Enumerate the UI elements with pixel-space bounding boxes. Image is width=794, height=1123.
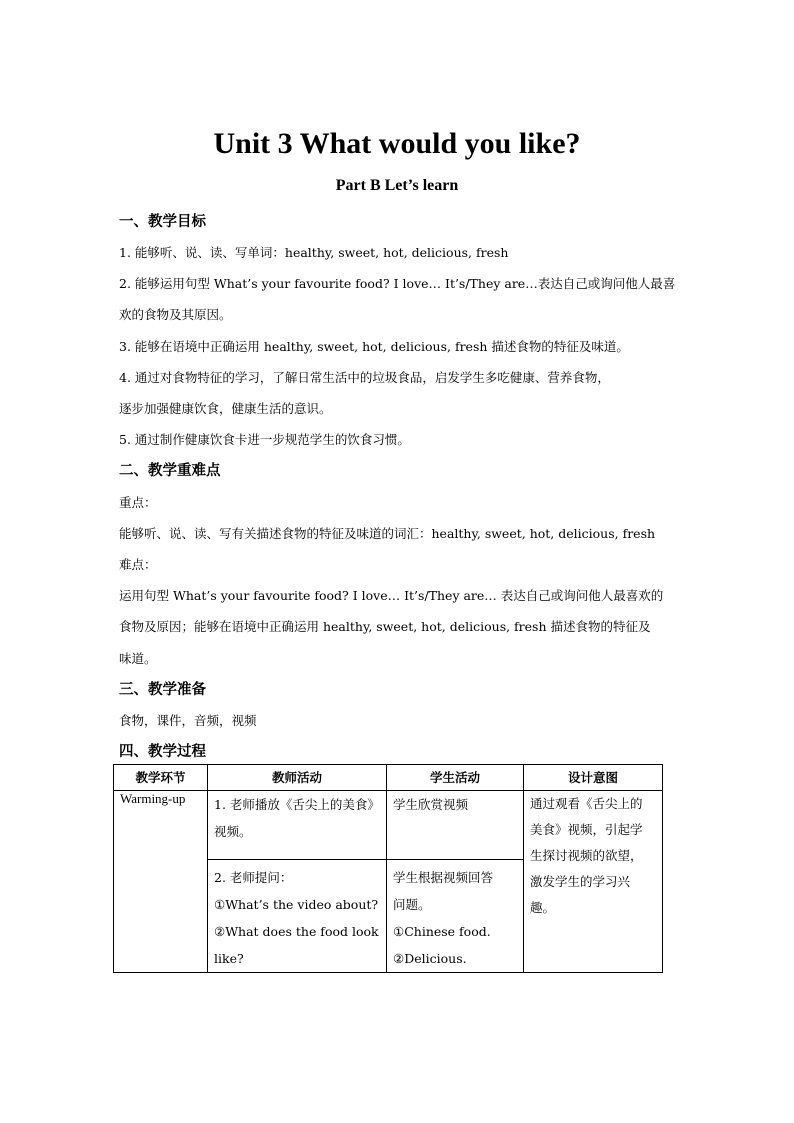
objective-line: 5. 通过制作健康饮食卡进一步规范学生的饮食习惯。	[119, 432, 410, 447]
table-row	[114, 791, 663, 860]
cell-line: 生探讨视频的欲望，	[530, 848, 643, 863]
cell-line: 美食》视频，引起学	[530, 822, 643, 837]
objective-line: 欢的食物及其原因。	[119, 307, 232, 322]
design-intent-cell	[524, 791, 663, 973]
cell-line: 视频。	[214, 824, 252, 839]
cell-line: 问题。	[393, 897, 431, 912]
table-header-student: 学生活动	[387, 765, 524, 791]
teacher-activity-cell	[208, 860, 387, 973]
cell-line: 激发学生的学习兴	[530, 874, 631, 889]
teaching-process-table	[113, 764, 663, 973]
cell-line: 趣。	[530, 900, 556, 915]
cell-line: ①Chinese food.	[393, 924, 491, 939]
teacher-activity-cell	[208, 791, 387, 860]
stage-cell: Warming-up	[114, 791, 208, 973]
objective-line: 3. 能够在语境中正确运用 healthy, sweet, hot, delicious, fresh 描述食物的特征及味道。	[119, 339, 629, 354]
table-header-stage: 教学环节	[114, 765, 208, 791]
preparation-line: 食物，课件，音频，视频	[119, 713, 257, 728]
key-point-line: 运用句型 What’s your favourite food? I love… It’s/They are… 表达自己或询问他人最喜欢的	[119, 588, 664, 603]
key-point-line: 味道。	[119, 651, 157, 666]
table-header-teacher: 教师活动	[208, 765, 387, 791]
key-point-line: 重点：	[119, 495, 157, 510]
cell-line: 1. 老师播放《舌尖上的美食》	[214, 797, 380, 812]
cell-line: 通过观看《舌尖上的	[530, 796, 643, 811]
objective-line: 2. 能够运用句型 What’s your favourite food? I love… It’s/They are…表达自己或询问他人最喜	[119, 276, 676, 291]
key-point-line: 食物及原因；能够在语境中正确运用 healthy, sweet, hot, delicious, fresh 描述食物的特征及	[119, 619, 651, 634]
objective-line: 逐步加强健康饮食，健康生活的意识。	[119, 401, 332, 416]
student-activity-cell	[387, 791, 524, 860]
section-heading-preparation: 三、教学准备	[119, 682, 206, 698]
objective-line: 4. 通过对食物特征的学习，了解日常生活中的垃圾食品，启发学生多吃健康、营养食物，	[119, 370, 610, 385]
table-header-design: 设计意图	[524, 765, 663, 791]
key-point-line: 难点：	[119, 557, 157, 572]
cell-line: 学生欣赏视频	[393, 797, 469, 812]
cell-line: ②What does the food look	[214, 924, 379, 939]
cell-line: ②Delicious.	[393, 951, 467, 966]
cell-line: like?	[214, 951, 244, 966]
objective-line: 1. 能够听、说、读、写单词：healthy, sweet, hot, delicious, fresh	[119, 245, 509, 260]
cell-line: ①What’s the video about?	[214, 897, 379, 912]
section-heading-key-points: 二、教学重难点	[119, 463, 221, 479]
section-heading-process: 四、教学过程	[119, 744, 206, 760]
student-activity-cell	[387, 860, 524, 973]
document-title: Unit 3 What would you like?	[213, 127, 581, 160]
document-subtitle: Part B Let’s learn	[335, 177, 459, 194]
table-header-row	[114, 765, 663, 791]
cell-line: 2. 老师提问：	[214, 870, 293, 885]
key-point-line: 能够听、说、读、写有关描述食物的特征及味道的词汇：healthy, sweet, hot, delicious, fresh	[119, 526, 656, 541]
section-heading-objectives: 一、教学目标	[119, 214, 206, 230]
cell-line: 学生根据视频回答	[393, 870, 494, 885]
